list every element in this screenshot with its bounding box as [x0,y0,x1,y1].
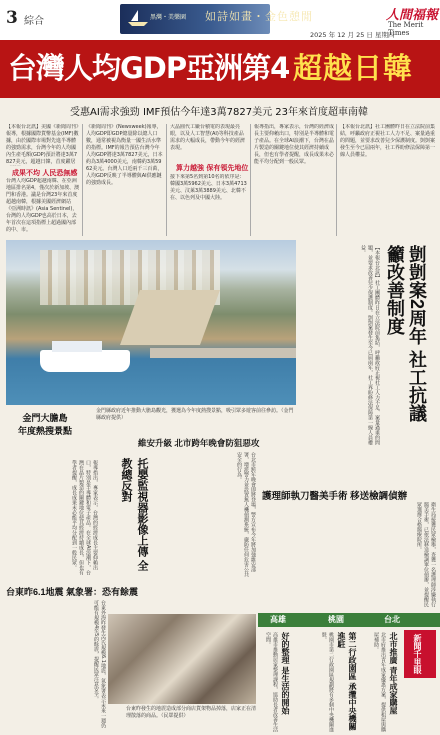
article-paragraph: 大晶圓代工廠台積電的表現最亮眼，以及人工智慧(AI)等科技產品需求的大幅成長，帶動今年的經濟表現。 [170,124,246,151]
local-item-body: 高雄市推動居家整理課程，協助長者改善生活空間。 [265,632,278,732]
vertical-headline: 剴剴案2周年 社工抗議籲改善制度 [385,245,427,423]
photo-caption-line2: 年度熱搜景點 [18,426,73,436]
page-number: 3 [6,8,18,28]
photo-caption-line1: 金門大膽島 [22,413,68,423]
vertical-article-body: 衛生局接獲民眾檢舉，查獲一名護理師涉嫌執行醫美手術，已依法移送檢調單位偵辦，並提醒民眾選擇合格醫療院所。 [416,502,436,607]
local-tag-taipei: 台北 [384,615,400,624]
local-item-title: 好的整理 是生活的開始 [281,632,290,715]
vertical-article-body: 台東外海昨發生芮氏規模6.1地震，氣象署表示未來一週仍可能有規模4至5的餘震，提醒民眾注意安全。 [93,600,106,728]
article-paragraph: 【本報台北訊】社工團體昨日在立法院前集結，呼籲政府正視社工人力不足、案量過重的問題，並要求改善兒少保護制度。剴剴案發生至今已屆兩年，社工界盼修法保障第一線人員權益。 [340,124,436,158]
main-headline-accent: 超越日韓 [293,51,414,85]
local-item-body: 北市府推出青年成家優惠方案，提供租屋與購屋補助。 [373,632,386,732]
sub-headline: 受惠AI需求強勁 IMF預估今年達3萬7827美元 23年來首度超車南韓 [70,107,369,118]
photo-ferry [40,350,130,372]
lead-paragraph: 【本報台北訊】美國《新聞周刊》報導，根據國際貨幣基金(IMF)數據，由於國際市場對先進半導體的強勁需求，台灣今年的人均國內生產毛額(GDP)預計將達3萬7827美元，超越日韓，首度躍居 [6,124,79,165]
vertical-article-body: 【本報台北訊】社工團體昨日在立法院前集結，呼籲政府正視社工人力不足、案量過重的問題，並要求改善兒少保護制度。剴剴案發生至今已屆兩年，社工界盼修法保障第一線人員權益。 [360,245,380,445]
newspaper-logo: 人間福報 [386,8,439,23]
section-label: 綜合 [24,16,44,27]
local-item-title: 北市推廣 青年成家購屋 [389,632,398,715]
main-headline: 台灣人均GDP亞洲第4 [8,51,290,85]
boat-icon [126,8,150,28]
banner-slogan: 如詩如畫・金色憩閒 [205,10,313,23]
photo-pier [150,348,296,358]
photo-caption [18,412,72,438]
column-divider [250,124,251,236]
article-paragraph: 報導指出，專家表示，台灣的經濟成長主要仰賴出口，特別是半導體和電子產品。在全球AI浪潮下，台灣在晶片製造的關鍵地位使其經濟持續成長，但也有學者提醒，成長成果未必能平均分配到一般民眾。 [254,124,334,165]
photo-credit: 金門縣政府近年推動大膽島觀光，獲選為今年度熱搜景點，吸引眾多遊客前往參訪。（金門縣政府提供） [96,408,294,421]
vertical-article-body: 台北市跨年晚會即將登場，警方宣布今年將加強維安部署，增派警力並設置無人機偵測系統，嚴防任何危害公共安全的行為。 [236,452,256,577]
article-paragraph: 台灣人均GDP超越南韓、在亞洲地區排名第4，僅次於新加坡、澳門和香港。議是台灣23年來首度超越南韓，根據美國經濟網站《亞洲時訊》(Asia Sentinel)，台灣的人均GDP也高於日本，去年首次在這項指標上超過國內部的中、市。 [6,178,80,233]
local-item-body: 桃園市第二行政園區規劃將有多個中央機關進駐。 [321,632,334,732]
dateline: 2025 年 12 月 25 日 星期四 [310,31,395,39]
photo-ferry-deck [52,341,102,352]
local-item-title: 第二行政園區 承攬中央機關進駐 [337,632,357,731]
subhead-compute-lead: 算力越強 保有領先地位 [176,164,249,172]
banner-sub-label: 黑灣・美樂園 [150,14,187,21]
newspaper-logo-english: The Merit Times [388,21,424,37]
article-paragraph: 接下來第5名到第10名的依序是：韓國3萬5962美元、日本3萬4713美元、汶萊3萬3889美元、北韓不在、以色列及中國大陸。 [170,174,247,201]
subhead-uneven-gains: 成果不均 人民恐無感 [12,169,78,177]
column-divider [166,124,167,236]
vertical-article-body: 報導指出，專家表示，台灣的經濟成長主要仰賴出口，特別是半導體和電子產品。在全球AI浪潮下，台灣在晶片製造的關鍵地位使其經濟持續成長，但也有學者提醒，成長成果未必能平均分配到一般民眾。 [71,460,98,575]
nurse-surgery-headline: 護理師執刀醫美手術 移送檢調偵辦 [262,491,408,502]
earthquake-headline: 台東昨6.1地震 氣象署：恐有餘震 [6,587,139,597]
new-year-security-headline: 維安升級 北市跨年晚會防狙惡攻 [138,438,260,448]
column-divider [336,124,337,236]
local-tag-taoyuan: 桃園 [328,615,344,624]
column-divider [82,124,83,236]
earthquake-photo-caption: 台東昨發生的地震造成部分商店貨架物品掉落，店家正在清理散落的商品。（民眾提供） [126,706,257,719]
childcare-headline: 托嬰監視器影像上傳 全教總反對 [120,458,148,572]
article-paragraph: 《新聞周刊》(Newsweek)報導，人均GDP即GDP總量除以總人口數，通常被視為衡量一國生活水準的指標。IMF的報告預估台灣今年人均GDP將達3萬7827美元，日本約為3萬4000美元，南韓約3萬5962美元。台灣人口近兩千三百萬，人均GDP反映了半導體與AI供應鏈的強勁成長。 [86,124,163,186]
news-flag-label: 新聞千里眼 [413,634,422,674]
local-tag-kaohsiung: 高雄 [270,615,286,624]
earthquake-photo [108,614,256,704]
